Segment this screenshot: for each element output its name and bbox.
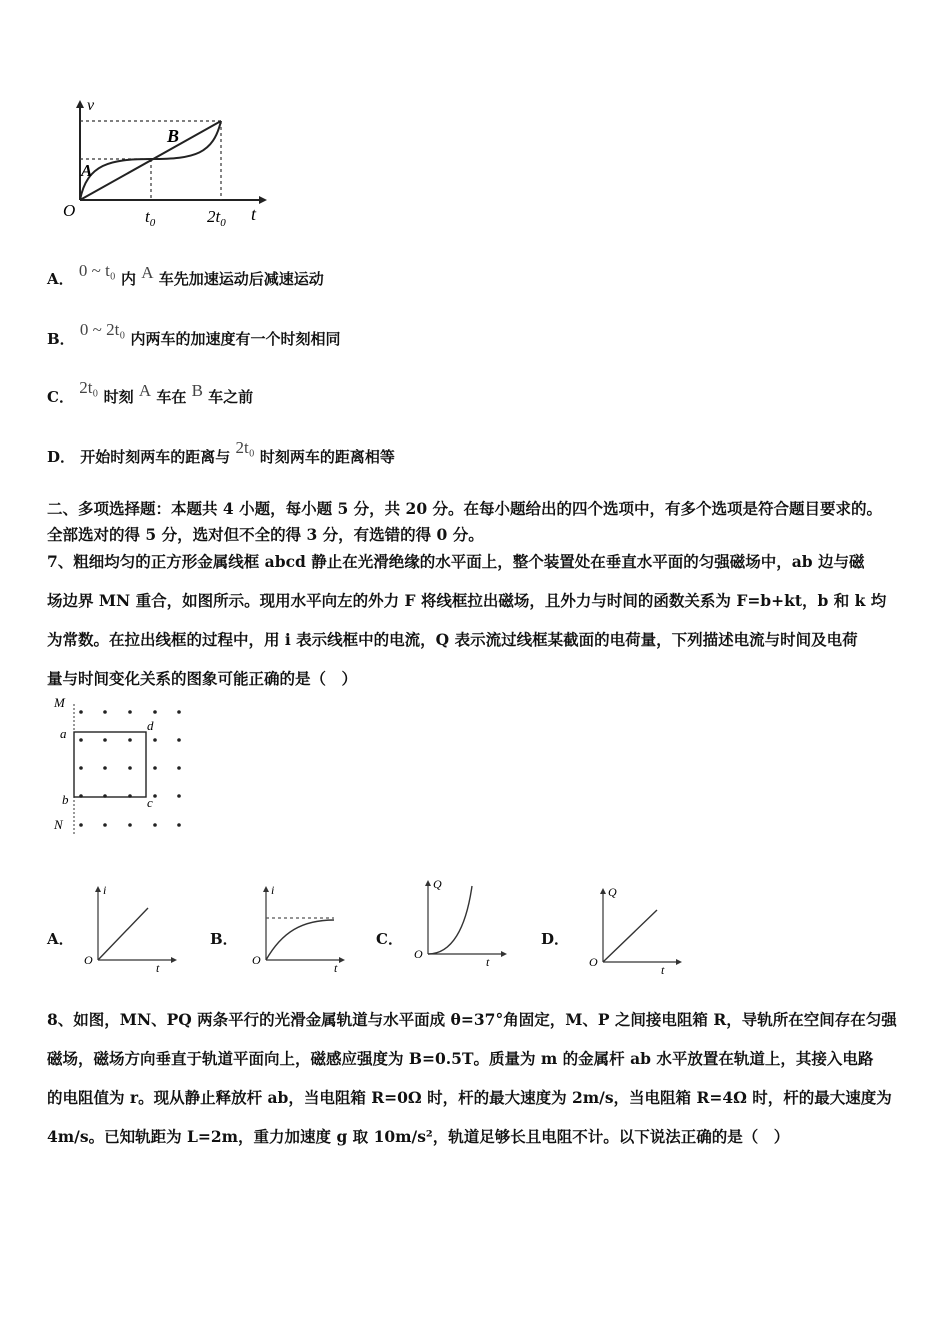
field-dots <box>79 710 181 827</box>
q6-option-d: D． 开始时刻两车的距离与 2t₀ 时刻两车的距离相等 <box>47 438 395 466</box>
svg-text:O: O <box>84 953 93 967</box>
q6-option-b: B． 0 ~ 2t₀ 内两车的加速度有一个时刻相同 <box>47 320 341 348</box>
svg-text:i: i <box>103 883 107 897</box>
square-frame <box>74 732 146 797</box>
svg-text:t: t <box>661 963 665 977</box>
label-c: c <box>147 795 153 810</box>
svg-text:Q: Q <box>433 877 442 891</box>
vt-tick-2t0: $2t_0$ <box>207 207 226 229</box>
q6-option-a: A． 0 ~ t₀ 内 A 车先加速运动后减速运动 <box>47 261 324 288</box>
vt-label-b: B <box>167 126 180 146</box>
svg-text:O: O <box>252 953 261 967</box>
q7-field-figure <box>48 690 198 840</box>
q6-option-c: C． 2t₀ 时刻 A 车在 B 车之前 <box>47 378 254 406</box>
svg-text:t: t <box>334 961 338 975</box>
q7-option-d-label: D． <box>541 930 570 948</box>
math-expr: 0 ~ 2t₀ <box>79 320 126 339</box>
label-n: N <box>54 817 63 832</box>
graph-curve <box>428 886 472 954</box>
label-m: M <box>54 695 65 710</box>
q7-option-c-graph <box>410 874 510 969</box>
q8-text: 8、如图，MN、PQ 两条平行的光滑金属轨道与水平面成 θ=37°角固定，M、P 之间接电阻箱 R，导轨所在空间存在匀强 磁场，磁场方向垂直于轨道平面向上，磁感应强度为 B=0.5T。质量为 m 的金属杆 ab 水平放置在轨道上，其接入电路 的电阻值为 r。现从静止释放杆 ab，当电阻箱 R=0Ω 时，杆的最大速度为 2m/s，当电阻箱 R=4Ω 时，杆的最大速度为 4m/s。已知轨距为 L=2m，重力加速度 g 取 10m/s²，轨道足够长且电阻不计。以下说法正确的是（ ） <box>47 1010 897 1146</box>
q7-option-b-graph <box>248 880 348 975</box>
graph-line <box>603 910 657 962</box>
section2-header: 二、多项选择题：本题共 4 小题，每小题 5 分，共 20 分。在每小题给出的四个选项中，有多个选项是符合题目要求的。 全部选对的得 5 分，选对但不全的得 3 分，有选错的得 0 分。 <box>47 499 883 544</box>
svg-text:O: O <box>414 947 423 961</box>
math-expr: 0 ~ t₀ <box>78 261 116 280</box>
graph-curve <box>266 920 334 960</box>
vt-label-t: t <box>251 204 257 224</box>
q7-option-d-graph <box>585 882 685 977</box>
q7-text: 7、粗细均匀的正方形金属线框 abcd 静止在光滑绝缘的水平面上，整个装置处在垂直水平面的匀强磁场中，ab 边与磁 场边界 MN 重合，如图所示。现用水平向左的外力 F 将线框拉出磁场，且外力与时间的函数关系为 F=b+kt，b 和 k 均 为常数。在拉出线框的过程中，用 i 表示线框中的电流，Q 表示流过线框某截面的电荷量，下列描述电流与时间及电荷 量与时间变化关系的图象可能正确的是（ ） <box>47 552 887 688</box>
vt-t-arrow <box>259 196 267 204</box>
label-a: a <box>60 726 67 741</box>
svg-text:t: t <box>486 955 490 969</box>
vt-label-a: A <box>81 161 93 180</box>
svg-text:O: O <box>589 955 598 969</box>
q7-option-b-label: B． <box>210 930 238 948</box>
vt-tick-t0: $t_0$ <box>145 207 156 229</box>
vt-line-b <box>80 121 221 200</box>
vt-label-origin: O <box>63 201 76 220</box>
vt-v-arrow <box>76 100 84 108</box>
svg-text:i: i <box>271 883 275 897</box>
vt-label-v: v <box>87 97 95 114</box>
label-d: d <box>147 718 154 733</box>
q7-option-a-graph <box>80 880 180 975</box>
svg-text:t: t <box>156 961 160 975</box>
math-expr: 2t₀ <box>235 438 255 457</box>
math-expr: 2t₀ <box>79 378 99 397</box>
vt-graph <box>55 92 285 232</box>
q7-option-a-label: A． <box>47 930 74 948</box>
label-b: b <box>62 792 69 807</box>
q7-option-c-label: C． <box>376 930 403 948</box>
graph-line <box>98 908 148 960</box>
svg-text:Q: Q <box>608 885 617 899</box>
